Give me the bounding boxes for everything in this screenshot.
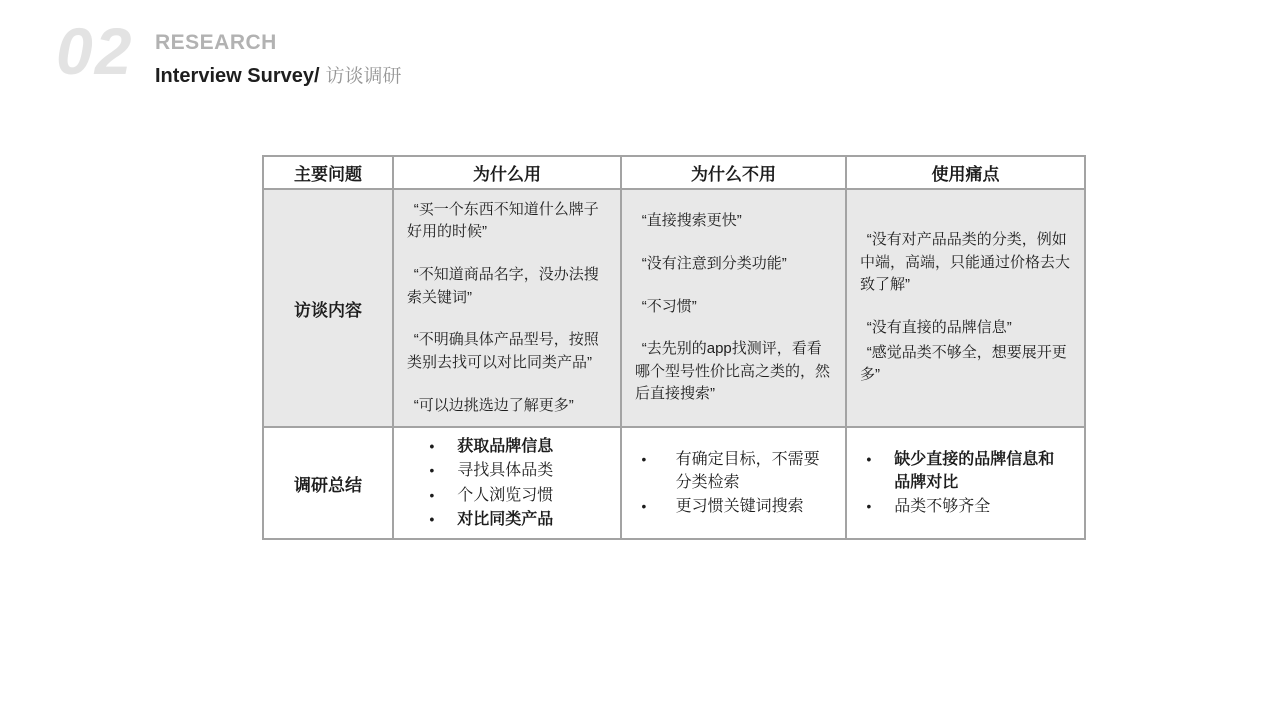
bullet-item: • 个人浏览习惯: [422, 484, 606, 507]
section-number: 02: [56, 14, 134, 88]
bullet-item: • 缺少直接的品牌信息和品牌对比: [859, 448, 1062, 494]
slide-title-english: Interview Survey/: [155, 65, 320, 87]
summary-list: [634, 448, 831, 519]
table-row: [263, 189, 1085, 427]
section-label: RESEARCH: [155, 31, 277, 54]
quote-paragraph: “没有对产品品类的分类，例如中端，高端，只能通过价格去大致了解”: [860, 231, 1071, 294]
bullet-item: • 有确定目标，不需要分类检索: [634, 448, 831, 494]
quote-paragraph: “没有注意到分类功能”: [641, 254, 787, 272]
quote-paragraph: “直接搜索更快”: [641, 212, 742, 230]
summary-list: [422, 435, 606, 531]
table-header-cell: 使用痛点: [846, 156, 1085, 189]
table-row: [263, 427, 1085, 539]
slide-title-chinese: 访谈调研: [325, 66, 402, 87]
quote-paragraph: “不知道商品名字，没办法搜索关键词”: [407, 266, 599, 306]
table-header-cell: 为什么用: [393, 156, 621, 189]
quote-paragraph: “不明确具体产品型号，按照类别去找可以对比同类产品”: [407, 331, 599, 371]
bullet-item: • 品类不够齐全: [859, 495, 1062, 518]
quote-paragraph: “感觉品类不够全，想要展开更多”: [860, 343, 1067, 384]
bullet-item: • 更习惯关键词搜索: [634, 495, 831, 518]
quote-paragraph: “没有直接的品牌信息”: [866, 319, 1012, 336]
slide-title: [155, 63, 402, 90]
quote-paragraph: “可以边挑选边了解更多”: [413, 396, 574, 414]
summary-cell: [621, 427, 846, 539]
summary-cell: [393, 427, 621, 539]
table-header-row: [263, 156, 1085, 189]
quote-paragraph: “去先别的app找测评，看看哪个型号性价比高之类的，然后直接搜索”: [635, 340, 831, 403]
bullet-item: • 寻找具体品类: [422, 459, 606, 482]
table-header-cell: 主要问题: [263, 156, 393, 189]
row-label-cell: 调研总结: [263, 427, 393, 539]
summary-list: [859, 448, 1062, 519]
summary-cell: [846, 427, 1085, 539]
bullet-item: • 对比同类产品: [422, 508, 606, 531]
quote-cell: [393, 189, 621, 427]
quote-paragraph: “不习惯”: [641, 297, 697, 315]
quote-cell: [621, 189, 846, 427]
row-label-cell: 访谈内容: [263, 189, 393, 427]
bullet-item: • 获取品牌信息: [422, 435, 606, 458]
table-header-cell: 为什么不用: [621, 156, 846, 189]
interview-survey-table: [262, 155, 1086, 540]
quote-paragraph: “买一个东西不知道什么牌子好用的时候”: [407, 200, 599, 241]
quote-cell: [846, 189, 1085, 427]
